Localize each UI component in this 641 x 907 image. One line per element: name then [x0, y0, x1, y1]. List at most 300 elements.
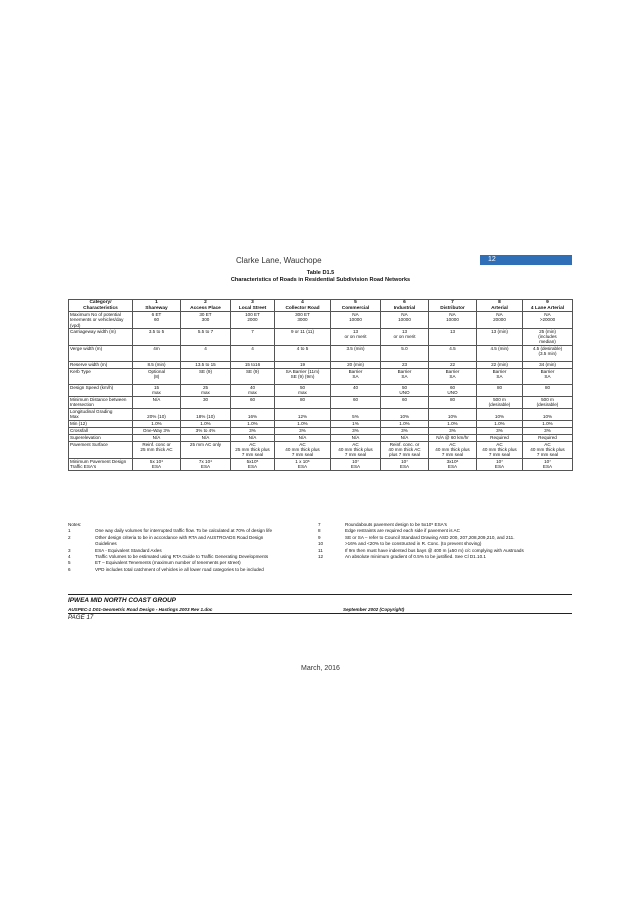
cell-line: UNO: [399, 390, 410, 395]
cell-line: AC: [449, 441, 456, 447]
table-cell: [429, 328, 477, 345]
table-cell: [231, 434, 275, 441]
cell-line: Min (12): [70, 420, 87, 426]
cell-line: 7 mm seal: [344, 452, 367, 458]
table-cell: [275, 345, 331, 361]
cell-line: 5: [354, 300, 357, 305]
table-cell: [231, 420, 275, 427]
table-cell: [381, 312, 429, 329]
cell-line: 1.0%: [247, 420, 258, 426]
cell-line: 7 mm seal: [291, 452, 314, 458]
cell-line: AC: [299, 441, 306, 447]
note-text: Roundabouts pavement design to be 5x10⁵ ESA's: [345, 522, 447, 527]
cell-line: Barrier: [540, 368, 555, 374]
table-cell: [331, 427, 381, 434]
table-cell: [231, 361, 275, 368]
cell-line: 1.0%: [447, 420, 458, 426]
cell-line: 22 (min): [491, 361, 508, 367]
cell-line: 3%: [249, 427, 256, 433]
cell-line: 16%: [247, 414, 258, 419]
table-cell: [231, 396, 275, 408]
table-cell: [523, 328, 573, 345]
table-cell: [181, 396, 231, 408]
note-number: 10: [318, 541, 324, 547]
note-text: An absolute minimum gradient of 0.5% to be justified. See Cl D1.10.1: [345, 554, 486, 560]
footer-organization: IPWEA MID NORTH COAST GROUP: [68, 597, 176, 604]
row-label: [69, 328, 133, 345]
table-cell: [133, 420, 181, 427]
table-cell: [523, 312, 573, 329]
table-cell: [275, 384, 331, 396]
cell-line: N/A @ 60 km/hr: [436, 434, 469, 440]
table-cell: [477, 312, 523, 329]
cell-line: 500 m: [493, 396, 506, 402]
table-cell: [133, 408, 181, 420]
footer-top-divider: [68, 594, 572, 595]
cell-line: SE (9): [198, 368, 213, 374]
cell-line: 40 mm thick plus: [482, 447, 517, 452]
cell-line: 3%: [544, 427, 551, 433]
cell-line: 20000: [493, 317, 506, 323]
cell-line: Collector Road: [285, 305, 320, 311]
cell-line: Longitudinal Grading: [70, 408, 113, 414]
table-cell: [381, 408, 429, 420]
cell-line: 80: [449, 396, 456, 402]
cell-line: 8: [498, 300, 501, 305]
table-cell: [523, 361, 573, 368]
cell-line: Distributor: [440, 305, 465, 311]
footer-copyright-date: September 2002 (Copyright): [343, 607, 405, 612]
table-cell: [181, 458, 231, 470]
table-cell: [477, 345, 523, 361]
table-cell: [275, 361, 331, 368]
cell-line: 25 mm AC only: [189, 441, 222, 447]
table-row: [69, 396, 573, 408]
table-cell: [477, 434, 523, 441]
table-body: [69, 312, 573, 471]
cell-line: 7 mm seal: [536, 452, 559, 458]
cell-line: 50: [401, 384, 408, 390]
cell-line: Crossfall: [70, 427, 88, 433]
cell-line: max: [152, 390, 161, 395]
cell-line: 40: [352, 384, 359, 390]
cell-line: 1: [155, 300, 158, 305]
table-cell: [181, 312, 231, 329]
cell-line: NA: [544, 312, 551, 318]
cell-line: ESA: [350, 463, 361, 469]
cell-line: 8.5 (min): [147, 361, 166, 367]
table-cell: [231, 427, 275, 434]
cell-line: plus 7 mm seal: [389, 452, 420, 458]
cell-line: 1.0%: [542, 420, 553, 426]
row-label: [69, 361, 133, 368]
cell-line: 2: [204, 300, 207, 305]
row-label: [69, 441, 133, 458]
table-cell: [477, 396, 523, 408]
footer-bottom-divider: [68, 613, 572, 614]
cell-line: N/A: [201, 434, 210, 440]
cell-line: 6 ET: [151, 312, 162, 318]
table-cell: [523, 345, 573, 361]
cell-line: median): [539, 339, 556, 345]
table-cell: [429, 420, 477, 427]
cell-line: Characteristics: [83, 305, 118, 311]
cell-line: ESA: [494, 463, 505, 469]
cell-line: 12%: [297, 414, 308, 419]
table-cell: [331, 441, 381, 458]
column-header-2: [181, 300, 231, 312]
table-cell: [429, 368, 477, 384]
table-cell: [181, 420, 231, 427]
table-cell: [523, 458, 573, 470]
cell-line: 9: [546, 300, 549, 305]
table-cell: [523, 441, 573, 458]
cell-line: N/A: [152, 396, 161, 402]
table-cell: [331, 434, 381, 441]
table-cell: [181, 361, 231, 368]
cell-line: 22: [449, 361, 456, 367]
table-cell: [523, 420, 573, 427]
note-number: 2: [68, 534, 71, 540]
table-cell: [429, 408, 477, 420]
cell-line: 13 (min): [491, 328, 508, 334]
cell-line: Verge width (m): [70, 345, 103, 351]
note-text: VPD includes total catchment of vehicles ie all lower road categories to be included: [95, 566, 264, 572]
cell-line: or on merit: [393, 334, 416, 340]
table-row: [69, 408, 573, 420]
cell-line: 10⁷: [544, 458, 551, 464]
column-header-7: [429, 300, 477, 312]
table-cell: [331, 312, 381, 329]
cell-line: 1%: [352, 420, 359, 426]
cell-line: 5x10⁵: [246, 458, 259, 464]
cell-line: 40 mm thick plus: [285, 447, 320, 452]
column-header-1: [133, 300, 181, 312]
cell-line: N/A: [298, 434, 307, 440]
cell-line: 4 Lane Arterial: [530, 305, 565, 311]
table-cell: [181, 434, 231, 441]
table-cell: [477, 384, 523, 396]
table-cell: [231, 312, 275, 329]
note-item: [68, 567, 318, 573]
table-cell: [275, 441, 331, 458]
table-cell: [181, 384, 231, 396]
cell-line: 30: [202, 396, 209, 402]
cell-line: NA: [401, 312, 408, 318]
cell-line: 4.5: [449, 345, 456, 351]
note-text: Traffic Volumes to be estimated using RTA Guide to Traffic Generating Developments: [95, 554, 269, 560]
table-cell: [429, 396, 477, 408]
note-number: 9: [318, 534, 321, 540]
cell-line: max: [298, 390, 307, 395]
cell-line: 5x 10⁴: [149, 458, 164, 464]
table-cell: [429, 427, 477, 434]
table-cell: [331, 384, 381, 396]
table-cell: [477, 328, 523, 345]
table-cell: [381, 441, 429, 458]
table-cell: [231, 345, 275, 361]
note-number: 6: [68, 566, 71, 572]
cell-line: Industrial: [393, 305, 416, 311]
cell-line: (desirable): [536, 402, 559, 407]
cell-line: 3%: [449, 427, 456, 433]
table-cell: [477, 408, 523, 420]
table-cell: [523, 384, 573, 396]
note-text: If 9m then must have indented bus bays @ 400 m (±50 m) c/c complying with Austroads: [345, 547, 524, 553]
table-cell: [429, 458, 477, 470]
table-cell: [477, 427, 523, 434]
column-header-9: [523, 300, 573, 312]
table-row: [69, 420, 573, 427]
table-cell: [381, 384, 429, 396]
cell-line: 10%: [542, 414, 553, 419]
cell-line: SE (9): [245, 368, 260, 374]
notes-left-column: [68, 522, 318, 573]
cell-line: (includes: [538, 334, 557, 340]
cell-line: Reinf. conc. or: [389, 441, 420, 447]
table-cell: [181, 368, 231, 384]
cell-line: Barrier: [397, 368, 412, 374]
cell-line: 3x10⁶: [446, 458, 459, 464]
cell-line: 5%: [352, 414, 359, 419]
cell-line: Arterial: [491, 305, 508, 311]
row-label: [69, 434, 133, 441]
notes-right-column: [318, 522, 578, 560]
cell-line: 60: [401, 396, 408, 402]
cell-line: SA: [352, 374, 359, 379]
cell-line: 1.0%: [297, 420, 308, 426]
cell-line: 60: [449, 384, 456, 390]
table-cell: [477, 361, 523, 368]
table-cell: [429, 441, 477, 458]
cell-line: 500 m: [541, 396, 554, 402]
cell-line: SE (9) (9m): [290, 374, 315, 379]
cell-line: 7 mm seal: [441, 452, 464, 458]
table-cell: [231, 384, 275, 396]
cell-line: >20000: [539, 317, 556, 323]
cell-line: 3.5 to 5: [148, 328, 165, 334]
table-cell: [381, 396, 429, 408]
cell-line: One-Way 3%: [142, 427, 171, 433]
cell-line: 34 (min): [539, 361, 556, 367]
note-number: 12: [318, 554, 324, 560]
cell-line: 3% to 4%: [195, 427, 216, 433]
cell-line: 10%: [494, 414, 505, 419]
cell-line: 25 mm thick AC: [140, 447, 173, 452]
cell-line: 5.5 to 7: [197, 328, 214, 334]
column-header-4: [275, 300, 331, 312]
cell-line: ESA: [447, 463, 458, 469]
table-row: [69, 328, 573, 345]
cell-line: Reserve width (m): [70, 361, 108, 367]
cell-line: SA: [449, 374, 456, 379]
cell-line: Optional: [147, 368, 166, 374]
cell-line: 13: [401, 328, 408, 334]
table-cell: [381, 368, 429, 384]
cell-line: ESA: [542, 463, 553, 469]
table-cell: [133, 441, 181, 458]
note-text: SE or SA – refer to Council Standard Drawing ASD 200, 207,208,209,210, and 211.: [345, 534, 515, 540]
table-cell: [133, 361, 181, 368]
cell-line: 10⁷: [401, 458, 408, 464]
table-cell: [231, 458, 275, 470]
table-cell: [331, 328, 381, 345]
cell-line: 15 to16: [244, 361, 261, 367]
table-cell: [381, 434, 429, 441]
cell-line: 10000: [349, 317, 362, 323]
note-text: Edge restraints are required each side if pavement is AC: [345, 528, 460, 534]
cell-line: Minimum Distance between: [70, 396, 127, 402]
cell-line: Access Place: [190, 305, 221, 311]
cell-line: N/A: [351, 434, 360, 440]
cell-line: 300 ET: [295, 312, 310, 318]
cell-line: SA: [496, 374, 503, 379]
cell-line: 4 to 5: [296, 345, 309, 351]
cell-line: 1.0%: [399, 420, 410, 426]
cell-line: NA: [449, 312, 456, 318]
note-number: 8: [318, 528, 321, 534]
row-label: [69, 368, 133, 384]
table-cell: [523, 434, 573, 441]
cell-line: Required: [490, 434, 509, 440]
cell-line: 5.0: [401, 345, 408, 351]
cell-line: 13: [449, 328, 456, 334]
cell-line: 40 mm thick AC: [388, 447, 421, 452]
table-cell: [275, 396, 331, 408]
table-cell: [331, 458, 381, 470]
table-cell: [275, 420, 331, 427]
row-label: [69, 384, 133, 396]
cell-line: Required: [538, 434, 557, 440]
note-text: Guidelines: [95, 541, 117, 547]
cell-line: max: [248, 390, 257, 395]
cell-line: Max: [70, 414, 79, 419]
table-cell: [275, 328, 331, 345]
note-number: 5: [68, 560, 71, 566]
cell-line: 50: [299, 384, 306, 390]
cell-line: 10000: [398, 317, 411, 323]
table-cell: [381, 328, 429, 345]
column-header-3: [231, 300, 275, 312]
table-cell: [181, 345, 231, 361]
table-cell: [275, 458, 331, 470]
cell-line: N/A: [400, 434, 409, 440]
table-cell: [477, 368, 523, 384]
table-cell: [331, 361, 381, 368]
table-cell: [133, 345, 181, 361]
table-cell: [231, 441, 275, 458]
cell-line: 40 mm thick plus: [530, 447, 565, 452]
table-cell: [331, 408, 381, 420]
note-text: ET – Equivalent Tenements (maximum number of tenements per street): [95, 560, 241, 566]
cell-line: ESA: [247, 463, 258, 469]
cell-line: 40 mm thick plus: [338, 447, 373, 452]
table-cell: [381, 427, 429, 434]
table-cell: [133, 458, 181, 470]
note-text: Other design criteria to be in accordance with RTA and AUSTROADS Road Design: [95, 534, 264, 540]
cell-line: 4: [301, 300, 304, 305]
cell-line: ESA: [297, 463, 308, 469]
table-cell: [275, 368, 331, 384]
cell-line: AC: [249, 441, 256, 447]
table-cell: [133, 396, 181, 408]
cell-line: 10⁷: [496, 458, 503, 464]
table-row: [69, 368, 573, 384]
cell-line: 300: [201, 317, 210, 323]
column-header-8: [477, 300, 523, 312]
cell-line: SA: [401, 374, 408, 379]
cell-line: Barrier: [492, 368, 507, 374]
cell-line: 4m: [153, 345, 160, 351]
cell-line: (desirable): [488, 402, 511, 407]
cell-line: or on merit: [344, 334, 367, 340]
cell-line: 7 mm seal: [241, 452, 264, 458]
table-cell: [429, 312, 477, 329]
table-cell: [331, 396, 381, 408]
cell-line: AC: [544, 441, 551, 447]
table-cell: [181, 408, 231, 420]
table-row: [69, 345, 573, 361]
cell-line: max: [201, 390, 210, 395]
cell-line: 80: [496, 384, 503, 390]
table-cell: [429, 384, 477, 396]
table-cell: [523, 396, 573, 408]
table-cell: [331, 368, 381, 384]
cell-line: 20 (min): [347, 361, 364, 367]
document-header-title: Clarke Lane, Wauchope: [236, 256, 322, 265]
table-row: [69, 384, 573, 396]
cell-line: 4.5 (min): [490, 345, 509, 351]
cell-line: SA Barrier (11m): [285, 368, 320, 374]
cell-line: N/A: [248, 434, 257, 440]
table-title: Characteristics of Roads in Residential Subdivision Road Networks: [230, 277, 411, 283]
cell-line: AC: [352, 441, 359, 447]
road-characteristics-table: [68, 299, 573, 471]
cell-line: 80: [299, 396, 306, 402]
cell-line: 1.0%: [151, 420, 162, 426]
cell-line: 4: [251, 345, 254, 351]
cell-line: 30 ET: [199, 312, 212, 318]
table-cell: [231, 368, 275, 384]
table-row: [69, 427, 573, 434]
table-cell: [231, 408, 275, 420]
cell-line: 4: [204, 345, 207, 351]
table-cell: [381, 345, 429, 361]
table-cell: [331, 420, 381, 427]
cell-line: 20% (10): [147, 414, 166, 419]
table-cell: [429, 434, 477, 441]
cell-line: 10000: [446, 317, 459, 323]
cell-line: Maximum No of potential: [70, 312, 121, 318]
cell-line: 13.5 to 15: [195, 361, 216, 367]
table-cell: [477, 441, 523, 458]
cell-line: 60: [153, 317, 160, 323]
cell-line: NA: [496, 312, 503, 318]
table-cell: [133, 368, 181, 384]
note-number: 7: [318, 522, 321, 527]
cell-line: ESA: [151, 463, 162, 469]
cell-line: 25 mm thick plus: [235, 447, 270, 452]
cell-line: AC: [496, 441, 503, 447]
note-number: 4: [68, 554, 71, 560]
column-header-6: [381, 300, 429, 312]
cell-line: 3: [251, 300, 254, 305]
table-cell: [275, 434, 331, 441]
cell-line: ESA: [200, 463, 211, 469]
cell-line: 25: [202, 384, 209, 390]
table-cell: [523, 408, 573, 420]
cell-line: 60: [352, 396, 359, 402]
